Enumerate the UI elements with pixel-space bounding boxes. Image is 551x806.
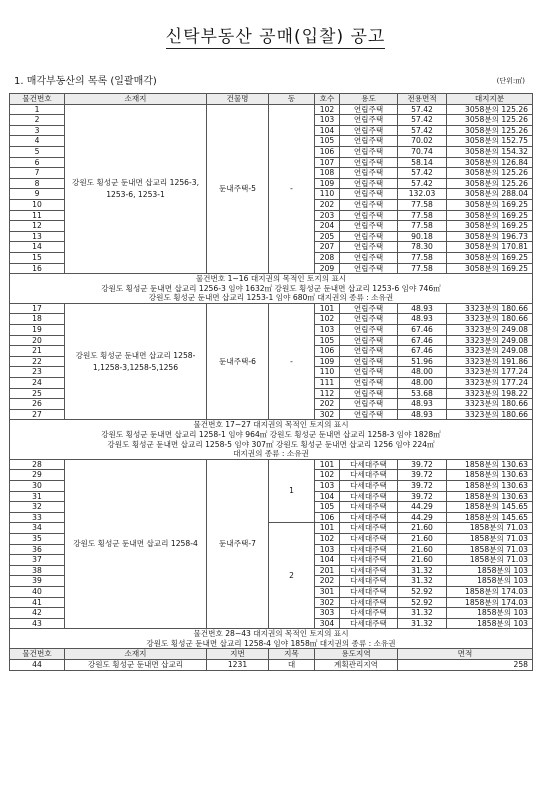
- ho-cell: 104: [315, 491, 340, 502]
- land-cell: 계획관리지역: [315, 660, 398, 671]
- use-cell: 연립주택: [340, 263, 398, 274]
- ho-cell: 202: [315, 399, 340, 410]
- header-location: 소재지: [65, 94, 207, 105]
- ho-cell: 107: [315, 157, 340, 168]
- land-share-cell: 3323분의 180.66: [447, 399, 533, 410]
- item-no: 14: [10, 242, 65, 253]
- land-share-cell: 3058분의 125.26: [447, 178, 533, 189]
- area-cell: 51.96: [398, 356, 447, 367]
- ho-cell: 108: [315, 168, 340, 179]
- table-header-row: [10, 94, 533, 105]
- ho-cell: 106: [315, 346, 340, 357]
- ho-cell: 112: [315, 388, 340, 399]
- use-cell: 다세대주택: [340, 459, 398, 470]
- item-no: 18: [10, 314, 65, 325]
- land-share-cell: 3323분의 198.22: [447, 388, 533, 399]
- land-share-cell: 1858분의 130.63: [447, 491, 533, 502]
- land-note-row: [10, 629, 533, 639]
- use-cell: 연립주택: [340, 409, 398, 420]
- use-cell: 연립주택: [340, 104, 398, 115]
- land-share-cell: 3323분의 177.24: [447, 367, 533, 378]
- use-cell: 연립주택: [340, 157, 398, 168]
- land-share-cell: 3058분의 169.25: [447, 221, 533, 232]
- use-cell: 다세대주택: [340, 491, 398, 502]
- ho-cell: 103: [315, 325, 340, 336]
- land-note-row: [10, 639, 533, 649]
- ho-cell: 301: [315, 586, 340, 597]
- use-cell: 다세대주택: [340, 555, 398, 566]
- item-no: 31: [10, 491, 65, 502]
- table-row: [10, 459, 533, 470]
- area-cell: 77.58: [398, 252, 447, 263]
- use-cell: 다세대주택: [340, 502, 398, 513]
- ho-cell: 102: [315, 470, 340, 481]
- use-cell: 연립주택: [340, 399, 398, 410]
- use-cell: 다세대주택: [340, 597, 398, 608]
- land-share-cell: 1858분의 130.63: [447, 459, 533, 470]
- area-cell: 67.46: [398, 335, 447, 346]
- use-cell: 연립주택: [340, 115, 398, 126]
- land-header-cell: 용도지역: [315, 649, 398, 660]
- land-note-row: [10, 420, 533, 430]
- use-cell: 연립주택: [340, 388, 398, 399]
- item-no: 7: [10, 168, 65, 179]
- item-no: 3: [10, 125, 65, 136]
- area-cell: 57.42: [398, 178, 447, 189]
- land-share-cell: 3323분의 180.66: [447, 314, 533, 325]
- land-share-cell: 3058분의 288.04: [447, 189, 533, 200]
- area-cell: 39.72: [398, 459, 447, 470]
- land-note-text: 물건번호 17~27 대지권의 목적인 토지의 표시: [10, 420, 533, 430]
- land-share-cell: 1858분의 103: [447, 618, 533, 629]
- land-share-cell: 3058분의 152.75: [447, 136, 533, 147]
- land-cell: 1231: [207, 660, 269, 671]
- item-no: 28: [10, 459, 65, 470]
- ho-cell: 202: [315, 199, 340, 210]
- ho-cell: 104: [315, 555, 340, 566]
- ho-cell: 101: [315, 303, 340, 314]
- ho-cell: 102: [315, 533, 340, 544]
- use-cell: 다세대주택: [340, 523, 398, 534]
- building-cell: 둔내주택-7: [207, 459, 269, 629]
- land-note-text: 물건번호 1~16 대지권의 목적인 토지의 표시: [10, 274, 533, 284]
- land-header-cell: 면적: [398, 649, 533, 660]
- ho-cell: 105: [315, 335, 340, 346]
- land-note-text: 강원도 횡성군 둔내면 삽교리 1256-3 임야 1632㎡ 강원도 횡성군 둔내면 삽교리 1253-6 임야 746㎡: [10, 284, 533, 294]
- area-cell: 31.32: [398, 565, 447, 576]
- item-no: 23: [10, 367, 65, 378]
- item-no: 38: [10, 565, 65, 576]
- dong-cell: 2: [269, 523, 315, 629]
- header-item-no: 물건번호: [10, 94, 65, 105]
- item-no: 34: [10, 523, 65, 534]
- land-share-cell: 1858분의 145.65: [447, 502, 533, 513]
- ho-cell: 111: [315, 378, 340, 389]
- ho-cell: 101: [315, 523, 340, 534]
- building-cell: 둔내주택-6: [207, 303, 269, 420]
- ho-cell: 106: [315, 146, 340, 157]
- land-note-text: 대지권의 종류 : 소유권: [10, 449, 533, 459]
- header-land-share: 대지지분: [447, 94, 533, 105]
- table-row: [10, 303, 533, 314]
- use-cell: 연립주택: [340, 231, 398, 242]
- land-share-cell: 1858분의 71.03: [447, 533, 533, 544]
- section-title: 1. 매각부동산의 목록 (일괄매각): [14, 76, 157, 87]
- use-cell: 연립주택: [340, 178, 398, 189]
- land-note-text: 강원도 횡성군 둔내면 삽교리 1253-1 임야 680㎡ 대지권의 종류 : 소유권: [10, 293, 533, 303]
- land-note-text: 강원도 횡성군 둔내면 삽교리 1258-1 임야 964㎡ 강원도 횡성군 둔내면 삽교리 1258-3 임야 1828㎡: [10, 430, 533, 440]
- area-cell: 57.42: [398, 125, 447, 136]
- land-note-row: [10, 449, 533, 459]
- land-share-cell: 3058분의 125.26: [447, 168, 533, 179]
- header-use: 용도: [340, 94, 398, 105]
- ho-cell: 105: [315, 502, 340, 513]
- ho-cell: 110: [315, 367, 340, 378]
- land-share-cell: 1858분의 103: [447, 565, 533, 576]
- area-cell: 67.46: [398, 325, 447, 336]
- area-cell: 52.92: [398, 586, 447, 597]
- ho-cell: 202: [315, 576, 340, 587]
- land-share-cell: 3058분의 125.26: [447, 104, 533, 115]
- area-cell: 70.74: [398, 146, 447, 157]
- area-cell: 39.72: [398, 491, 447, 502]
- land-header-cell: 물건번호: [10, 649, 65, 660]
- ho-cell: 201: [315, 565, 340, 576]
- land-share-cell: 1858분의 71.03: [447, 523, 533, 534]
- land-share-cell: 1858분의 145.65: [447, 512, 533, 523]
- area-cell: 48.93: [398, 399, 447, 410]
- land-share-cell: 1858분의 174.03: [447, 586, 533, 597]
- item-no: 25: [10, 388, 65, 399]
- location-cell: 강원도 횡성군 둔내면 삽교리 1256-3, 1253-6, 1253-1: [65, 104, 207, 274]
- item-no: 11: [10, 210, 65, 221]
- area-cell: 21.60: [398, 523, 447, 534]
- land-header-row: [10, 649, 533, 660]
- table-row: [10, 104, 533, 115]
- area-cell: 77.58: [398, 199, 447, 210]
- land-share-cell: 1858분의 130.63: [447, 470, 533, 481]
- ho-cell: 207: [315, 242, 340, 253]
- use-cell: 다세대주택: [340, 608, 398, 619]
- land-note-text: 물건번호 28~43 대지권의 목적인 토지의 표시: [10, 629, 533, 639]
- ho-cell: 103: [315, 480, 340, 491]
- land-note-row: [10, 430, 533, 440]
- area-cell: 70.02: [398, 136, 447, 147]
- area-cell: 44.29: [398, 512, 447, 523]
- ho-cell: 104: [315, 125, 340, 136]
- item-no: 21: [10, 346, 65, 357]
- land-cell: 강원도 횡성군 둔내면 삽교리: [65, 660, 207, 671]
- land-share-cell: 3058분의 169.25: [447, 263, 533, 274]
- use-cell: 연립주택: [340, 136, 398, 147]
- land-share-cell: 1858분의 103: [447, 576, 533, 587]
- land-header-cell: 지목: [269, 649, 315, 660]
- land-share-cell: 1858분의 71.03: [447, 555, 533, 566]
- area-cell: 132.03: [398, 189, 447, 200]
- use-cell: 연립주택: [340, 367, 398, 378]
- land-header-cell: 지번: [207, 649, 269, 660]
- ho-cell: 109: [315, 178, 340, 189]
- header-dong: 동: [269, 94, 315, 105]
- land-header-cell: 소재지: [65, 649, 207, 660]
- item-no: 36: [10, 544, 65, 555]
- ho-cell: 105: [315, 136, 340, 147]
- use-cell: 다세대주택: [340, 480, 398, 491]
- ho-cell: 303: [315, 608, 340, 619]
- item-no: 35: [10, 533, 65, 544]
- area-cell: 39.72: [398, 480, 447, 491]
- use-cell: 연립주택: [340, 314, 398, 325]
- area-cell: 48.00: [398, 367, 447, 378]
- item-no: 8: [10, 178, 65, 189]
- item-no: 27: [10, 409, 65, 420]
- land-note-row: [10, 293, 533, 303]
- use-cell: 연립주택: [340, 125, 398, 136]
- item-no: 20: [10, 335, 65, 346]
- area-cell: 78.30: [398, 242, 447, 253]
- land-share-cell: 3058분의 154.32: [447, 146, 533, 157]
- area-cell: 58.14: [398, 157, 447, 168]
- area-cell: 48.93: [398, 303, 447, 314]
- ho-cell: 209: [315, 263, 340, 274]
- land-share-cell: 3323분의 249.08: [447, 346, 533, 357]
- area-cell: 52.92: [398, 597, 447, 608]
- use-cell: 연립주택: [340, 378, 398, 389]
- land-share-cell: 3323분의 177.24: [447, 378, 533, 389]
- item-no: 37: [10, 555, 65, 566]
- ho-cell: 302: [315, 409, 340, 420]
- area-cell: 57.42: [398, 104, 447, 115]
- use-cell: 다세대주택: [340, 586, 398, 597]
- use-cell: 다세대주택: [340, 565, 398, 576]
- item-no: 29: [10, 470, 65, 481]
- ho-cell: 103: [315, 115, 340, 126]
- area-cell: 39.72: [398, 470, 447, 481]
- area-cell: 21.60: [398, 533, 447, 544]
- ho-cell: 208: [315, 252, 340, 263]
- use-cell: 연립주택: [340, 146, 398, 157]
- use-cell: 다세대주택: [340, 576, 398, 587]
- land-share-cell: 3323분의 249.08: [447, 335, 533, 346]
- area-cell: 48.93: [398, 409, 447, 420]
- location-cell: 강원도 횡성군 둔내면 삽교리 1258-1,1258-3,1258-5,1256: [65, 303, 207, 420]
- ho-cell: 101: [315, 459, 340, 470]
- item-no: 40: [10, 586, 65, 597]
- dong-cell: 1: [269, 459, 315, 523]
- use-cell: 연립주택: [340, 199, 398, 210]
- use-cell: 연립주택: [340, 252, 398, 263]
- area-cell: 53.68: [398, 388, 447, 399]
- area-cell: 77.58: [398, 263, 447, 274]
- land-share-cell: 3323분의 180.66: [447, 409, 533, 420]
- item-no: 4: [10, 136, 65, 147]
- use-cell: 다세대주택: [340, 533, 398, 544]
- item-no: 15: [10, 252, 65, 263]
- ho-cell: 102: [315, 314, 340, 325]
- land-share-cell: 3058분의 196.73: [447, 231, 533, 242]
- item-no: 33: [10, 512, 65, 523]
- use-cell: 다세대주택: [340, 470, 398, 481]
- location-cell: 강원도 횡성군 둔내면 삽교리 1258-4: [65, 459, 207, 629]
- land-share-cell: 3323분의 180.66: [447, 303, 533, 314]
- item-no: 10: [10, 199, 65, 210]
- item-no: 41: [10, 597, 65, 608]
- item-no: 30: [10, 480, 65, 491]
- use-cell: 다세대주택: [340, 512, 398, 523]
- area-cell: 57.42: [398, 115, 447, 126]
- use-cell: 연립주택: [340, 335, 398, 346]
- property-table: [9, 93, 533, 671]
- area-cell: 31.32: [398, 608, 447, 619]
- ho-cell: 103: [315, 544, 340, 555]
- header-ho: 호수: [315, 94, 340, 105]
- area-cell: 67.46: [398, 346, 447, 357]
- land-share-cell: 3058분의 125.26: [447, 115, 533, 126]
- land-share-cell: 3058분의 169.25: [447, 199, 533, 210]
- ho-cell: 106: [315, 512, 340, 523]
- item-no: 5: [10, 146, 65, 157]
- land-share-cell: 3058분의 126.84: [447, 157, 533, 168]
- use-cell: 다세대주택: [340, 618, 398, 629]
- land-note-row: [10, 440, 533, 450]
- unit-label: (단위:㎡): [496, 77, 525, 85]
- use-cell: 연립주택: [340, 221, 398, 232]
- dong-cell: -: [269, 104, 315, 274]
- use-cell: 연립주택: [340, 303, 398, 314]
- item-no: 39: [10, 576, 65, 587]
- area-cell: 31.32: [398, 576, 447, 587]
- area-cell: 90.18: [398, 231, 447, 242]
- land-share-cell: 3058분의 125.26: [447, 125, 533, 136]
- ho-cell: 203: [315, 210, 340, 221]
- item-no: 12: [10, 221, 65, 232]
- item-no: 32: [10, 502, 65, 513]
- item-no: 9: [10, 189, 65, 200]
- land-share-cell: 1858분의 103: [447, 608, 533, 619]
- use-cell: 연립주택: [340, 210, 398, 221]
- ho-cell: 204: [315, 221, 340, 232]
- land-share-cell: 3323분의 191.86: [447, 356, 533, 367]
- land-note-row: [10, 274, 533, 284]
- land-share-cell: 3058분의 169.25: [447, 210, 533, 221]
- land-note-row: [10, 284, 533, 294]
- ho-cell: 109: [315, 356, 340, 367]
- item-no: 24: [10, 378, 65, 389]
- item-no: 2: [10, 115, 65, 126]
- land-share-cell: 1858분의 71.03: [447, 544, 533, 555]
- area-cell: 21.60: [398, 555, 447, 566]
- item-no: 42: [10, 608, 65, 619]
- ho-cell: 205: [315, 231, 340, 242]
- dong-cell: -: [269, 303, 315, 420]
- area-cell: 48.00: [398, 378, 447, 389]
- land-share-cell: 3323분의 249.08: [447, 325, 533, 336]
- item-no: 17: [10, 303, 65, 314]
- land-row: [10, 660, 533, 671]
- use-cell: 연립주택: [340, 356, 398, 367]
- area-cell: 77.58: [398, 210, 447, 221]
- use-cell: 연립주택: [340, 189, 398, 200]
- land-share-cell: 3058분의 170.81: [447, 242, 533, 253]
- area-cell: 31.32: [398, 618, 447, 629]
- ho-cell: 102: [315, 104, 340, 115]
- item-no: 1: [10, 104, 65, 115]
- building-cell: 둔내주택-5: [207, 104, 269, 274]
- use-cell: 연립주택: [340, 168, 398, 179]
- use-cell: 연립주택: [340, 325, 398, 336]
- land-cell: 258: [398, 660, 533, 671]
- use-cell: 연립주택: [340, 242, 398, 253]
- item-no: 13: [10, 231, 65, 242]
- area-cell: 48.93: [398, 314, 447, 325]
- item-no: 19: [10, 325, 65, 336]
- item-no: 26: [10, 399, 65, 410]
- land-note-text: 강원도 횡성군 둔내면 삽교리 1258-5 임야 307㎡ 강원도 횡성군 둔내면 삽교리 1256 임야 224㎡: [10, 440, 533, 450]
- ho-cell: 304: [315, 618, 340, 629]
- item-no: 6: [10, 157, 65, 168]
- area-cell: 77.58: [398, 221, 447, 232]
- page-title: 신탁부동산 공매(입찰) 공고: [165, 27, 386, 47]
- use-cell: 연립주택: [340, 346, 398, 357]
- ho-cell: 110: [315, 189, 340, 200]
- area-cell: 44.29: [398, 502, 447, 513]
- land-share-cell: 3058분의 169.25: [447, 252, 533, 263]
- land-share-cell: 1858분의 130.63: [447, 480, 533, 491]
- item-no: 16: [10, 263, 65, 274]
- area-cell: 21.60: [398, 544, 447, 555]
- area-cell: 57.42: [398, 168, 447, 179]
- item-no: 43: [10, 618, 65, 629]
- header-area: 전용면적: [398, 94, 447, 105]
- land-note-text: 강원도 횡성군 둔내면 삽교리 1258-4 임야 1858㎡ 대지권의 종류 : 소유권: [10, 639, 533, 649]
- ho-cell: 302: [315, 597, 340, 608]
- item-no: 22: [10, 356, 65, 367]
- land-cell: 대: [269, 660, 315, 671]
- use-cell: 다세대주택: [340, 544, 398, 555]
- header-building: 건물명: [207, 94, 269, 105]
- land-cell: 44: [10, 660, 65, 671]
- land-share-cell: 1858분의 174.03: [447, 597, 533, 608]
